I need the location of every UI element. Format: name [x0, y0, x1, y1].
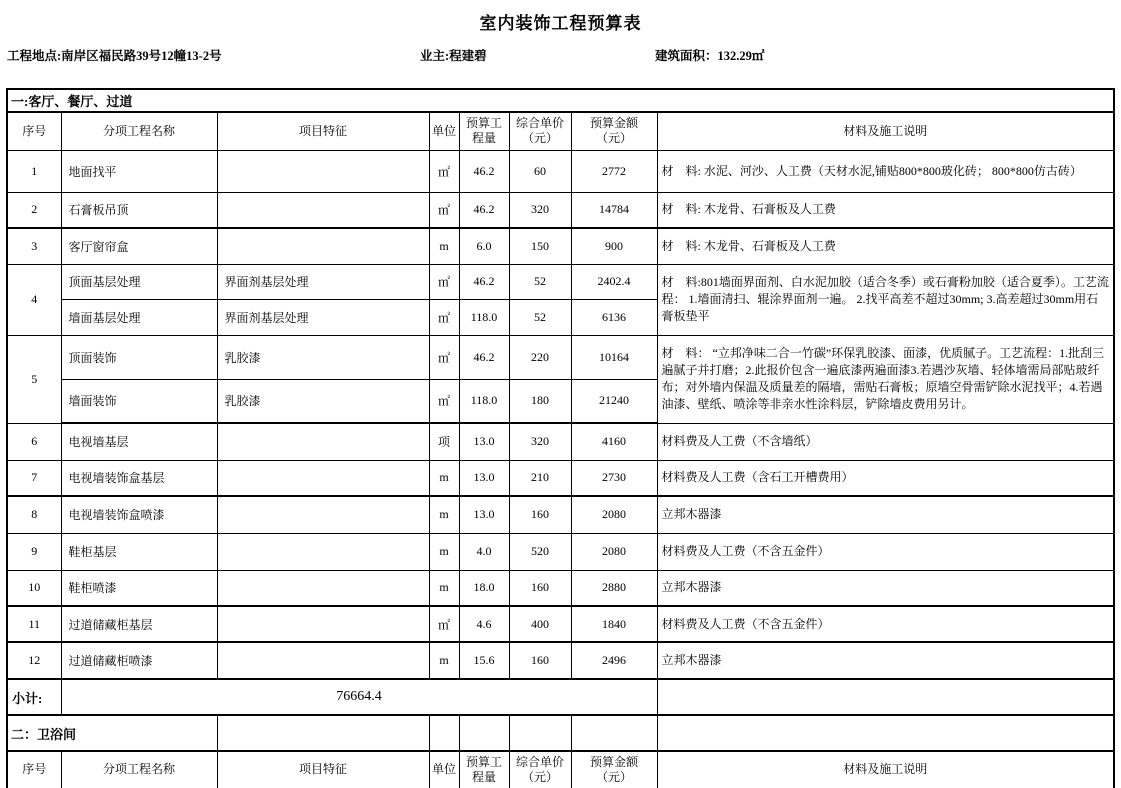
name-cell: 顶面基层处理	[61, 264, 217, 299]
unit-cell: 项	[429, 423, 459, 460]
desc-cell: 材 料: 木龙骨、石膏板及人工费	[657, 228, 1114, 264]
column-header-row	[7, 112, 1114, 150]
feature-cell	[217, 228, 429, 264]
name-cell: 过道储藏柜喷漆	[61, 642, 217, 679]
qty-cell: 13.0	[459, 460, 509, 496]
table-row	[7, 228, 1114, 264]
price-cell: 160	[509, 642, 571, 679]
unit-cell: m	[429, 228, 459, 264]
table-row	[7, 642, 1114, 679]
feature-cell	[217, 192, 429, 228]
table-row	[7, 192, 1114, 228]
unit-cell: m	[429, 642, 459, 679]
feature-cell	[217, 533, 429, 570]
price-cell	[509, 715, 571, 751]
price-cell: 180	[509, 379, 571, 423]
qty-cell: 18.0	[459, 570, 509, 606]
amount-cell	[571, 715, 657, 751]
feature-cell	[217, 423, 429, 460]
unit-cell: ㎡	[429, 192, 459, 228]
name-cell: 电视墙基层	[61, 423, 217, 460]
unit-cell: ㎡	[429, 335, 459, 379]
serial-cell: 6	[7, 423, 61, 460]
desc-cell: 材料费及人工费（不含五金件）	[657, 533, 1114, 570]
unit-cell: m	[429, 496, 459, 533]
project-owner: 业主:程建碧	[420, 49, 487, 63]
qty-cell: 13.0	[459, 496, 509, 533]
desc-cell: 材料费及人工费（不含五金件）	[657, 606, 1114, 642]
serial-cell: 8	[7, 496, 61, 533]
unit-cell: m	[429, 460, 459, 496]
qty-cell	[459, 715, 509, 751]
desc-cell: 立邦木器漆	[657, 570, 1114, 606]
desc-cell: 材 料:801墙面界面剂、白水泥加胶（适合冬季）或石膏粉加胶（适合夏季）。工艺流程： 1.墙面清扫、辊涂界面剂一遍。 2.找平高差不超过30mm; 3.高差超过30mm用石膏板垫平	[657, 264, 1114, 335]
feature-cell: 界面剂基层处理	[217, 264, 429, 299]
col-header-unit: 单位	[429, 112, 459, 150]
name-cell: 石膏板吊顶	[61, 192, 217, 228]
table-row	[7, 496, 1114, 533]
serial-cell: 3	[7, 228, 61, 264]
name-cell: 墙面基层处理	[61, 299, 217, 335]
name-cell: 电视墙装饰盒基层	[61, 460, 217, 496]
name-cell: 墙面装饰	[61, 379, 217, 423]
col-header-qty: 预算工程量	[459, 112, 509, 150]
table-row	[7, 264, 1114, 299]
name-cell: 地面找平	[61, 150, 217, 192]
serial-cell: 12	[7, 642, 61, 679]
col-header-desc: 材料及施工说明	[657, 751, 1114, 788]
serial-cell: 10	[7, 570, 61, 606]
qty-cell: 46.2	[459, 264, 509, 299]
unit-cell: ㎡	[429, 299, 459, 335]
table-row	[7, 460, 1114, 496]
price-cell: 220	[509, 335, 571, 379]
name-cell: 过道储藏柜基层	[61, 606, 217, 642]
feature-cell	[217, 570, 429, 606]
feature-cell	[217, 642, 429, 679]
amount-cell: 6136	[571, 299, 657, 335]
price-cell: 60	[509, 150, 571, 192]
price-cell: 320	[509, 423, 571, 460]
qty-cell: 13.0	[459, 423, 509, 460]
price-cell: 400	[509, 606, 571, 642]
name-cell: 顶面装饰	[61, 335, 217, 379]
feature-cell	[217, 715, 429, 751]
feature-cell: 界面剂基层处理	[217, 299, 429, 335]
price-cell: 210	[509, 460, 571, 496]
qty-cell: 118.0	[459, 299, 509, 335]
feature-cell	[217, 496, 429, 533]
table-row	[7, 533, 1114, 570]
col-header-amount: 预算金额（元）	[571, 751, 657, 788]
col-header-no: 序号	[7, 751, 61, 788]
desc-cell: 立邦木器漆	[657, 496, 1114, 533]
amount-cell: 2772	[571, 150, 657, 192]
col-header-price: 综合单价（元）	[509, 751, 571, 788]
table-row	[7, 570, 1114, 606]
desc-cell: 材 料: 木龙骨、石膏板及人工费	[657, 192, 1114, 228]
amount-cell: 2880	[571, 570, 657, 606]
qty-cell: 6.0	[459, 228, 509, 264]
amount-cell: 2402.4	[571, 264, 657, 299]
desc-cell: 立邦木器漆	[657, 642, 1114, 679]
table-row	[7, 606, 1114, 642]
price-cell: 160	[509, 496, 571, 533]
unit-cell: m	[429, 570, 459, 606]
price-cell: 520	[509, 533, 571, 570]
section-2-title: 二：卫浴间	[7, 715, 217, 751]
col-header-price: 综合单价（元）	[509, 112, 571, 150]
unit-cell	[429, 715, 459, 751]
qty-cell: 4.0	[459, 533, 509, 570]
col-header-qty: 预算工程量	[459, 751, 509, 788]
qty-cell: 46.2	[459, 192, 509, 228]
subtotal-desc-cell	[657, 679, 1114, 715]
desc-cell: 材 料： “立邦净味二合一竹碳”环保乳胶漆、面漆，优质腻子。工艺流程：1.批刮三遍腻子并打磨；2.此报价包含一遍底漆两遍面漆3.若遇沙灰墙、轻体墙需局部贴玻纤布；对外墙内保温及质量差的隔墙，需贴石膏板；原墙空骨需铲除水泥找平；4.若遇油漆、壁纸、喷涂等非亲水性涂料层，铲除墙皮费用另计。	[657, 335, 1114, 423]
amount-cell: 2080	[571, 533, 657, 570]
desc-cell	[657, 715, 1114, 751]
project-location: 工程地点:南岸区福民路39号12幢13-2号	[7, 49, 222, 63]
amount-cell: 1840	[571, 606, 657, 642]
serial-cell: 1	[7, 150, 61, 192]
col-header-no: 序号	[7, 112, 61, 150]
amount-cell: 2496	[571, 642, 657, 679]
col-header-feature: 项目特征	[217, 112, 429, 150]
amount-cell: 21240	[571, 379, 657, 423]
name-cell: 鞋柜基层	[61, 533, 217, 570]
amount-cell: 900	[571, 228, 657, 264]
name-cell: 客厅窗帘盒	[61, 228, 217, 264]
page-title: 室内装饰工程预算表	[479, 14, 642, 33]
price-cell: 320	[509, 192, 571, 228]
price-cell: 150	[509, 228, 571, 264]
subtotal-label: 小计:	[7, 679, 61, 715]
serial-cell: 7	[7, 460, 61, 496]
col-header-name: 分项工程名称	[61, 112, 217, 150]
serial-cell: 5	[7, 335, 61, 423]
name-cell: 电视墙装饰盒喷漆	[61, 496, 217, 533]
feature-cell: 乳胶漆	[217, 379, 429, 423]
price-cell: 52	[509, 299, 571, 335]
serial-cell: 9	[7, 533, 61, 570]
table-row	[7, 150, 1114, 192]
feature-cell: 乳胶漆	[217, 335, 429, 379]
feature-cell	[217, 606, 429, 642]
unit-cell: ㎡	[429, 606, 459, 642]
column-header-row	[7, 751, 1114, 788]
desc-cell: 材料费及人工费（不含墙纸）	[657, 423, 1114, 460]
unit-cell: ㎡	[429, 379, 459, 423]
table-row	[7, 423, 1114, 460]
qty-cell: 4.6	[459, 606, 509, 642]
feature-cell	[217, 460, 429, 496]
desc-cell: 材 料: 水泥、河沙、人工费（天材水泥,铺贴800*800玻化砖； 800*800仿古砖）	[657, 150, 1114, 192]
price-cell: 52	[509, 264, 571, 299]
budget-table	[6, 88, 1115, 788]
unit-cell: ㎡	[429, 264, 459, 299]
col-header-amount: 预算金额（元）	[571, 112, 657, 150]
amount-cell: 4160	[571, 423, 657, 460]
section-row	[7, 715, 1114, 751]
serial-cell: 2	[7, 192, 61, 228]
name-cell: 鞋柜喷漆	[61, 570, 217, 606]
subtotal-value: 76664.4	[61, 679, 657, 715]
section-1-title: 一:客厅、餐厅、过道	[7, 89, 1114, 112]
amount-cell: 2730	[571, 460, 657, 496]
desc-cell: 材料费及人工费（含石工开槽费用）	[657, 460, 1114, 496]
qty-cell: 46.2	[459, 335, 509, 379]
amount-cell: 14784	[571, 192, 657, 228]
unit-cell: ㎡	[429, 150, 459, 192]
section-row	[7, 89, 1114, 112]
col-header-unit: 单位	[429, 751, 459, 788]
col-header-feature: 项目特征	[217, 751, 429, 788]
serial-cell: 11	[7, 606, 61, 642]
price-cell: 160	[509, 570, 571, 606]
subtotal-row	[7, 679, 1114, 715]
amount-cell: 2080	[571, 496, 657, 533]
serial-cell: 4	[7, 264, 61, 335]
amount-cell: 10164	[571, 335, 657, 379]
building-area: 建筑面积：132.29㎡	[655, 49, 765, 63]
feature-cell	[217, 150, 429, 192]
qty-cell: 46.2	[459, 150, 509, 192]
qty-cell: 118.0	[459, 379, 509, 423]
qty-cell: 15.6	[459, 642, 509, 679]
col-header-name: 分项工程名称	[61, 751, 217, 788]
table-row	[7, 335, 1114, 379]
unit-cell: m	[429, 533, 459, 570]
col-header-desc: 材料及施工说明	[657, 112, 1114, 150]
